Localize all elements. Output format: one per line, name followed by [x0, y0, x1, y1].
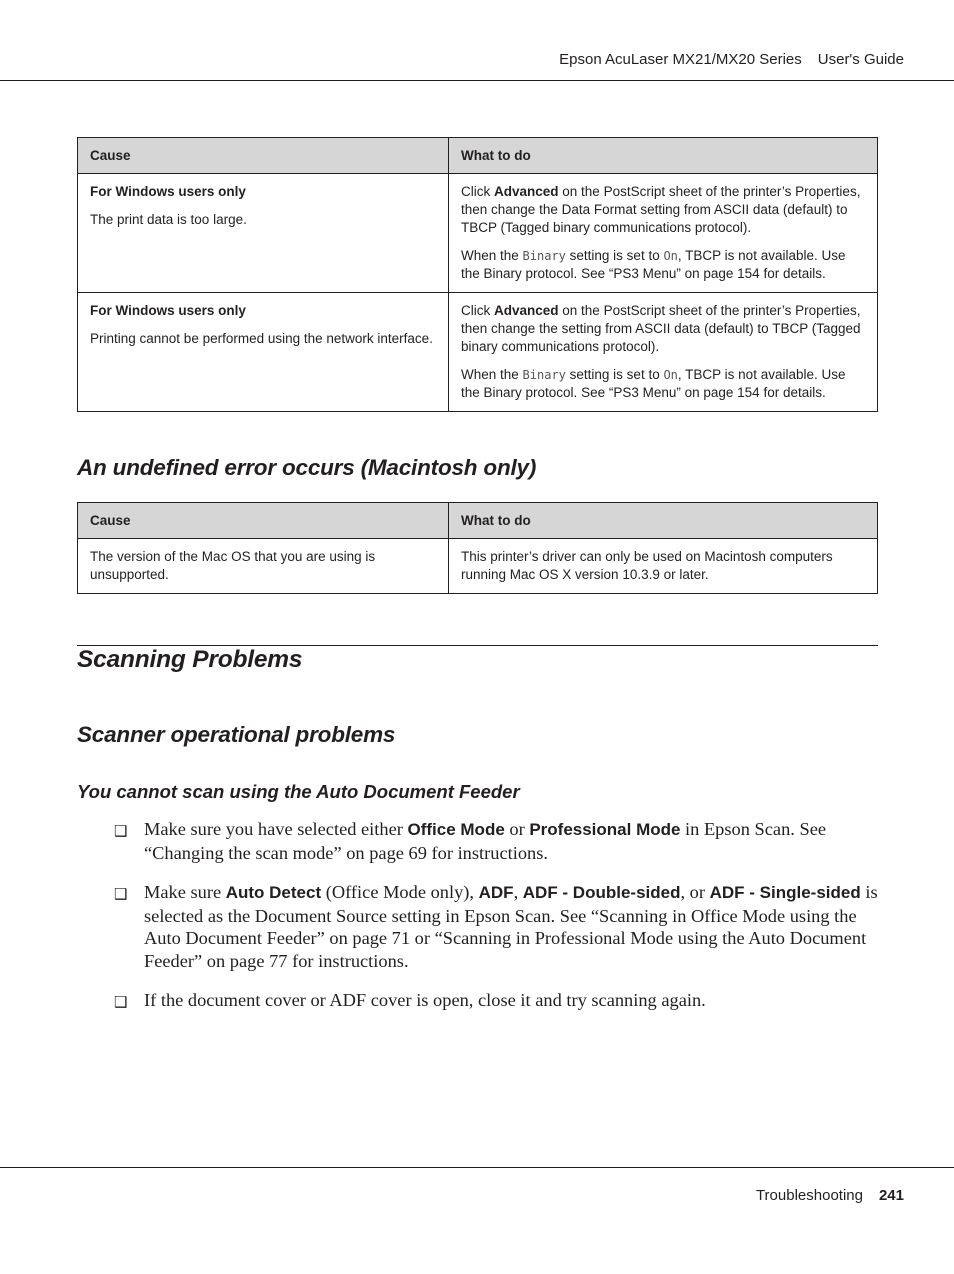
windows-troubleshoot-table [77, 137, 878, 412]
footer-section: Troubleshooting [755, 1187, 863, 1204]
undefined-error-heading: An undefined error occurs (Macintosh only) [77, 455, 537, 480]
column-header-what-to-do: What to do [449, 503, 878, 539]
cause-cell [78, 174, 449, 293]
list-item: ❑ Make sure you have selected either Office Mode or Professional Mode in Epson Scan. See “Changing the scan mode” on page 69 for instructions. [114, 819, 827, 863]
header-guide: User's Guide [817, 51, 904, 68]
table-header-row [78, 503, 878, 539]
cause-text: Printing cannot be performed using the network interface. [90, 331, 433, 346]
remedy-paragraph: Click Advanced on the PostScript sheet of the printer’s Properties, then change the Data Format setting from ASCII data (default) to TBCP (Tagged binary communications protocol). [461, 184, 861, 235]
list-item: ❑ If the document cover or ADF cover is open, close it and try scanning again. [77, 989, 878, 1012]
table-header-row [78, 138, 878, 174]
scanning-problems-heading: Scanning Problems [77, 646, 303, 673]
table-row [78, 174, 878, 293]
column-header-cause: Cause [78, 503, 449, 539]
page-footer [756, 1187, 904, 1204]
cause-cell [78, 293, 449, 412]
cause-heading: For Windows users only [90, 303, 246, 318]
table-row [78, 539, 878, 594]
note-paragraph: When the Binary setting is set to On, TBCP is not available. Use the Binary protocol. See “PS3 Menu” on page 154 for details. [461, 248, 846, 281]
adf-issue-heading: You cannot scan using the Auto Document Feeder [77, 781, 520, 802]
table-row [78, 293, 878, 412]
remedy-paragraph: Click Advanced on the PostScript sheet of the printer’s Properties, then change the setting from ASCII data (default) to TBCP (Tagged binary communications protocol). [461, 303, 861, 354]
what-to-do-cell [449, 174, 878, 293]
header-product: Epson AcuLaser MX21/MX20 Series [559, 51, 802, 68]
cause-text: The print data is too large. [90, 212, 247, 227]
adf-checklist [77, 818, 878, 1029]
checkbox-bullet-icon: ❑ [114, 885, 128, 903]
list-item: ❑ Make sure Auto Detect (Office Mode only), ADF, ADF - Double-sided, or ADF - Single-sided is selected as the Document Source setting in Epson Scan. See “Scanning in Office Mode using the Auto Document Feeder” on page 71 or “Scanning in Professional Mode using the Auto Document Feeder” on page 77 for instructions. [114, 882, 878, 971]
footer-rule [0, 1167, 954, 1168]
checkbox-bullet-icon: ❑ [114, 993, 128, 1011]
column-header-cause: Cause [78, 138, 449, 174]
checkbox-bullet-icon: ❑ [114, 822, 128, 840]
scanner-operational-heading: Scanner operational problems [77, 722, 396, 747]
cause-heading: For Windows users only [90, 184, 246, 199]
cause-cell: The version of the Mac OS that you are using is unsupported. [78, 539, 449, 594]
header-rule [0, 80, 954, 81]
what-to-do-cell [449, 293, 878, 412]
what-to-do-cell: This printer’s driver can only be used on Macintosh computers running Mac OS X version 10.3.9 or later. [449, 539, 878, 594]
note-paragraph: When the Binary setting is set to On, TBCP is not available. Use the Binary protocol. See “PS3 Menu” on page 154 for details. [461, 367, 846, 400]
macintosh-troubleshoot-table [77, 502, 878, 594]
column-header-what-to-do: What to do [449, 138, 878, 174]
page-header [559, 51, 904, 68]
page-number: 241 [878, 1187, 904, 1204]
